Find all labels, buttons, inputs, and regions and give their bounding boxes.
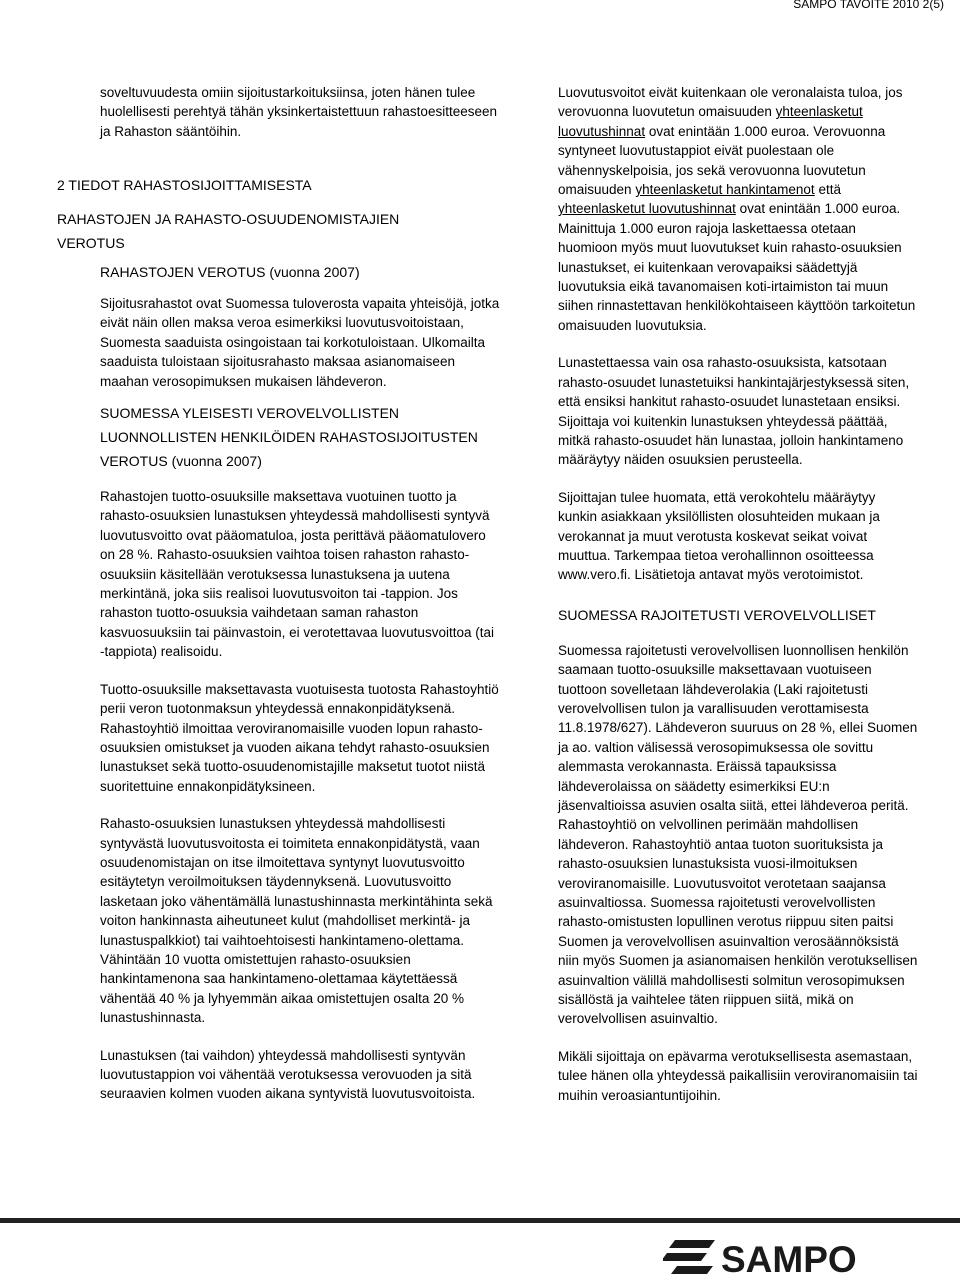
- footer-bar: [0, 1218, 960, 1223]
- text-run: ovat enintään 1.000 euroa. Mainittuja 1.000 euron rajoja laskettaessa otetaan huomioon myös muut luovutukset kuin rahasto-osuuksien lunastukset, ei kuitenkaan verovapaiksi säädettyjä luovutuksia eikä tavanomaisen koti-irtaimiston tai muun siihen rinnastettavan henkilökohtaiseen käyttöön tarkoitetun omaisuuden luovutuksia.: [558, 201, 916, 333]
- heading-rajoitetusti-verovelvolliset: SUOMESSA RAJOITETUSTI VEROVELVOLLISET: [558, 606, 876, 623]
- left-column-top: [100, 83, 500, 141]
- paragraph-lunastusjarjestys: Lunastettaessa vain osa rahasto-osuuksista, katsotaan rahasto-osuudet lunastetuiksi hankintajärjestyksessä siten, että ensiksi hankitut rahasto-osuudet lunastetaan ensiksi. Sijoittaja voi kuitenkin lunastuksen yhteydessä päättää, mitkä rahasto-osuudet hän lunastaa, jolloin hankintameno määräytyy näiden osuuksien perusteella.: [558, 355, 910, 468]
- text-run: ovat enintään 1.000 euroa. Verovuonna syntyneet luovutustappiot eivät puolestaan ole vähennyskelpoisia, jos sekä verovuonna luovutetun omaisuuden: [558, 123, 886, 198]
- text-run: että: [814, 182, 841, 198]
- intro-paragraph: soveltuvuudesta omiin sijoitustarkoituksiinsa, joten hänen tulee huolellisesti perehtyä tähän yksinkertaistettuun rahastoesitteeseen ja Rahaston sääntöihin.: [100, 85, 497, 139]
- right-column: [558, 83, 918, 1105]
- paragraph-rajoitetusti-verotus: Suomessa rajoitetusti verovelvollisen luonnollisen henkilön saamaan tuotto-osuuksille maksettavaan vuotuiseen tuottoon sovelletaan lähdeverolakia (Laki rajoitetusti verovelvollisen tulon ja varallisuuden verottamisesta 11.8.1978/627). Lähdeveron suuruus on 28 %, ellei Suomen ja ao. valtion välisessä verosopimuksessa ole sovittu alemmasta verokannasta. Eräissä tapauksissa lähdeverolaissa on säädetty esimerkiksi EU:n jäsenvaltioissa asuvien osalta siitä, ettei lähdeveroa peritä. Rahastoyhtiö on velvollinen perimään mahdollisen lähdeveron. Rahastoyhtiö antaa tuoton suorituksista ja rahasto-osuuksien lunastuksista vuosi-ilmoituksen veroviranomaisille. Luovutusvoitot verotetaan saajansa asuinvaltiossa. Suomessa rajoitetusti verovelvollisten rahasto-omistusten lopullinen verotus riippuu siten paitsi Suomen ja verovelvollisen asuinvaltion verosäännöksistä niin myös Suomen ja asianomaisen henkilön verotuksellisen asuinvaltion välillä mahdollisesti solmitun verosopimuksen sisällöstä ja vaihtelee täten riippuen siitä, mikä on verovelvollisen asuinvaltio.: [558, 642, 918, 1027]
- left-column-body: [100, 260, 500, 1104]
- page-header: SAMPO TAVOITE 2010 2(5): [793, 0, 944, 11]
- paragraph-tuotto-verotus: Rahastojen tuotto-osuuksille maksettava vuotuinen tuotto ja rahasto-osuuksien lunastuksen yhteydessä mahdollisesti syntyvä luovutusvoitto ovat pääomatuloa, josta perittävä pääomatulovero on 28 %. Rahasto-osuuksien vaihtoa toisen rahaston rahasto-osuuksiin käsitellään verotuksessa lunastuksena ja uutena merkintänä, joka siis realisoi luovutusvoiton tai -tappion. Jos rahaston tuotto-osuuksia vaihdetaan saman rahaston kasvuosuuksiin tai päinvastoin, ei verotettavaa luovutusvoittoa (tai -tappiota) realisoidu.: [100, 489, 494, 660]
- underlined-term: yhteenlasketut hankintamenot: [635, 182, 815, 198]
- paragraph-luovutusvoitot-rajat: [558, 83, 918, 335]
- sampo-logo: [663, 1236, 863, 1278]
- paragraph-verokohtelu: Sijoittajan tulee huomata, että verokohtelu määräytyy kunkin asiakkaan yksilöllisten olosuhteiden mukaan ja verokannat ja muut verotusta koskevat seikat voivat muuttua. Tarkempaa tietoa verohallinnon osoitteessa www.vero.fi. Lisätietoja antavat myös verotoimistot.: [558, 489, 880, 583]
- underlined-term: yhteenlasketut luovutushinnat: [558, 104, 863, 139]
- subsection-title: RAHASTOJEN JA RAHASTO-OSUUDENOMISTAJIEN VEROTUS: [57, 211, 400, 251]
- paragraph-epavarma: Mikäli sijoittaja on epävarma verotuksellisesta asemastaan, tulee hänen olla yhteydessä paikallisiin veroviranomaisiin tai muihin veroasiantuntijoihin.: [558, 1048, 918, 1103]
- sampo-logo-mark: [663, 1240, 715, 1274]
- heading-rahastojen-verotus: RAHASTOJEN VEROTUS (vuonna 2007): [100, 264, 360, 280]
- paragraph-ennakonpidatys: Tuotto-osuuksille maksettavasta vuotuisesta tuotosta Rahastoyhtiö perii veron tuotonmaksun yhteydessä ennakonpidätyksenä. Rahastoyhtiö ilmoittaa veroviranomaisille vuoden lopun rahasto-osuuksien omistukset ja vuoden aikana tehdyt rahasto-osuuksien lunastukset sekä tuotto-osuudenomistajille maksetut tuotot niistä suoritettuine ennakonpidätyksineen.: [100, 681, 499, 794]
- paragraph-luovutustappio: Lunastuksen (tai vaihdon) yhteydessä mahdollisesti syntyvän luovutustappion voi vähentää verotuksessa verovuoden ja sitä seuraavien kolmen vuoden aikana syntyvistä luovutusvoitoista.: [100, 1047, 476, 1102]
- paragraph-luovutusvoitto: Rahasto-osuuksien lunastuksen yhteydessä mahdollisesti syntyvästä luovutusvoitosta ei toimiteta ennakonpidätystä, vaan osuudenomistajan on itse ilmoitettava syntynyt luovutusvoitto esitäytetyn veroilmoituksen täydennyksenä. Luovutusvoitto lasketaan joko vähentämällä lunastushinnasta merkintähinta sekä voiton hankinnasta aiheutuneet kulut (mahdolliset merkintä- ja lunastuspalkkiot) tai vaihtoehtoisesti hankintameno-olettama. Vähintään 10 vuotta omistettujen rahasto-osuuksien hankintamenona saa hankintameno-olettamaa käytettäessä vähentää 40 % ja lyhyemmän aikaa omistettujen osalta 20 % lunastushinnasta.: [100, 816, 493, 1026]
- left-column-headings: [57, 173, 457, 255]
- heading-yleisesti-verovelvolliset: SUOMESSA YLEISESTI VEROVELVOLLISTEN LUONNOLLISTEN HENKILÖIDEN RAHASTOSIJOITUSTEN VEROTUS (vuonna 2007): [100, 405, 478, 470]
- text-run: Luovutusvoitot eivät kuitenkaan ole veronalaista tuloa, jos verovuonna luovutetun omaisuuden: [558, 85, 903, 120]
- section-title: 2 TIEDOT RAHASTOSIJOITTAMISESTA: [57, 177, 312, 193]
- paragraph-rahastojen-verotus: Sijoitusrahastot ovat Suomessa tuloverosta vapaita yhteisöjä, jotka eivät näin ollen maksa veroa esimerkiksi luovutusvoitoistaan, Suomesta saaduista osingoistaan tai korkotuloistaan. Ulkomailta saaduista tuloistaan sijoitusrahasto maksaa asianomaiseen maahan verosopimuksen mukaisen lähdeveron.: [100, 296, 500, 389]
- underlined-term: yhteenlasketut luovutushinnat: [558, 201, 736, 217]
- sampo-logo-text: SAMPO: [721, 1239, 857, 1278]
